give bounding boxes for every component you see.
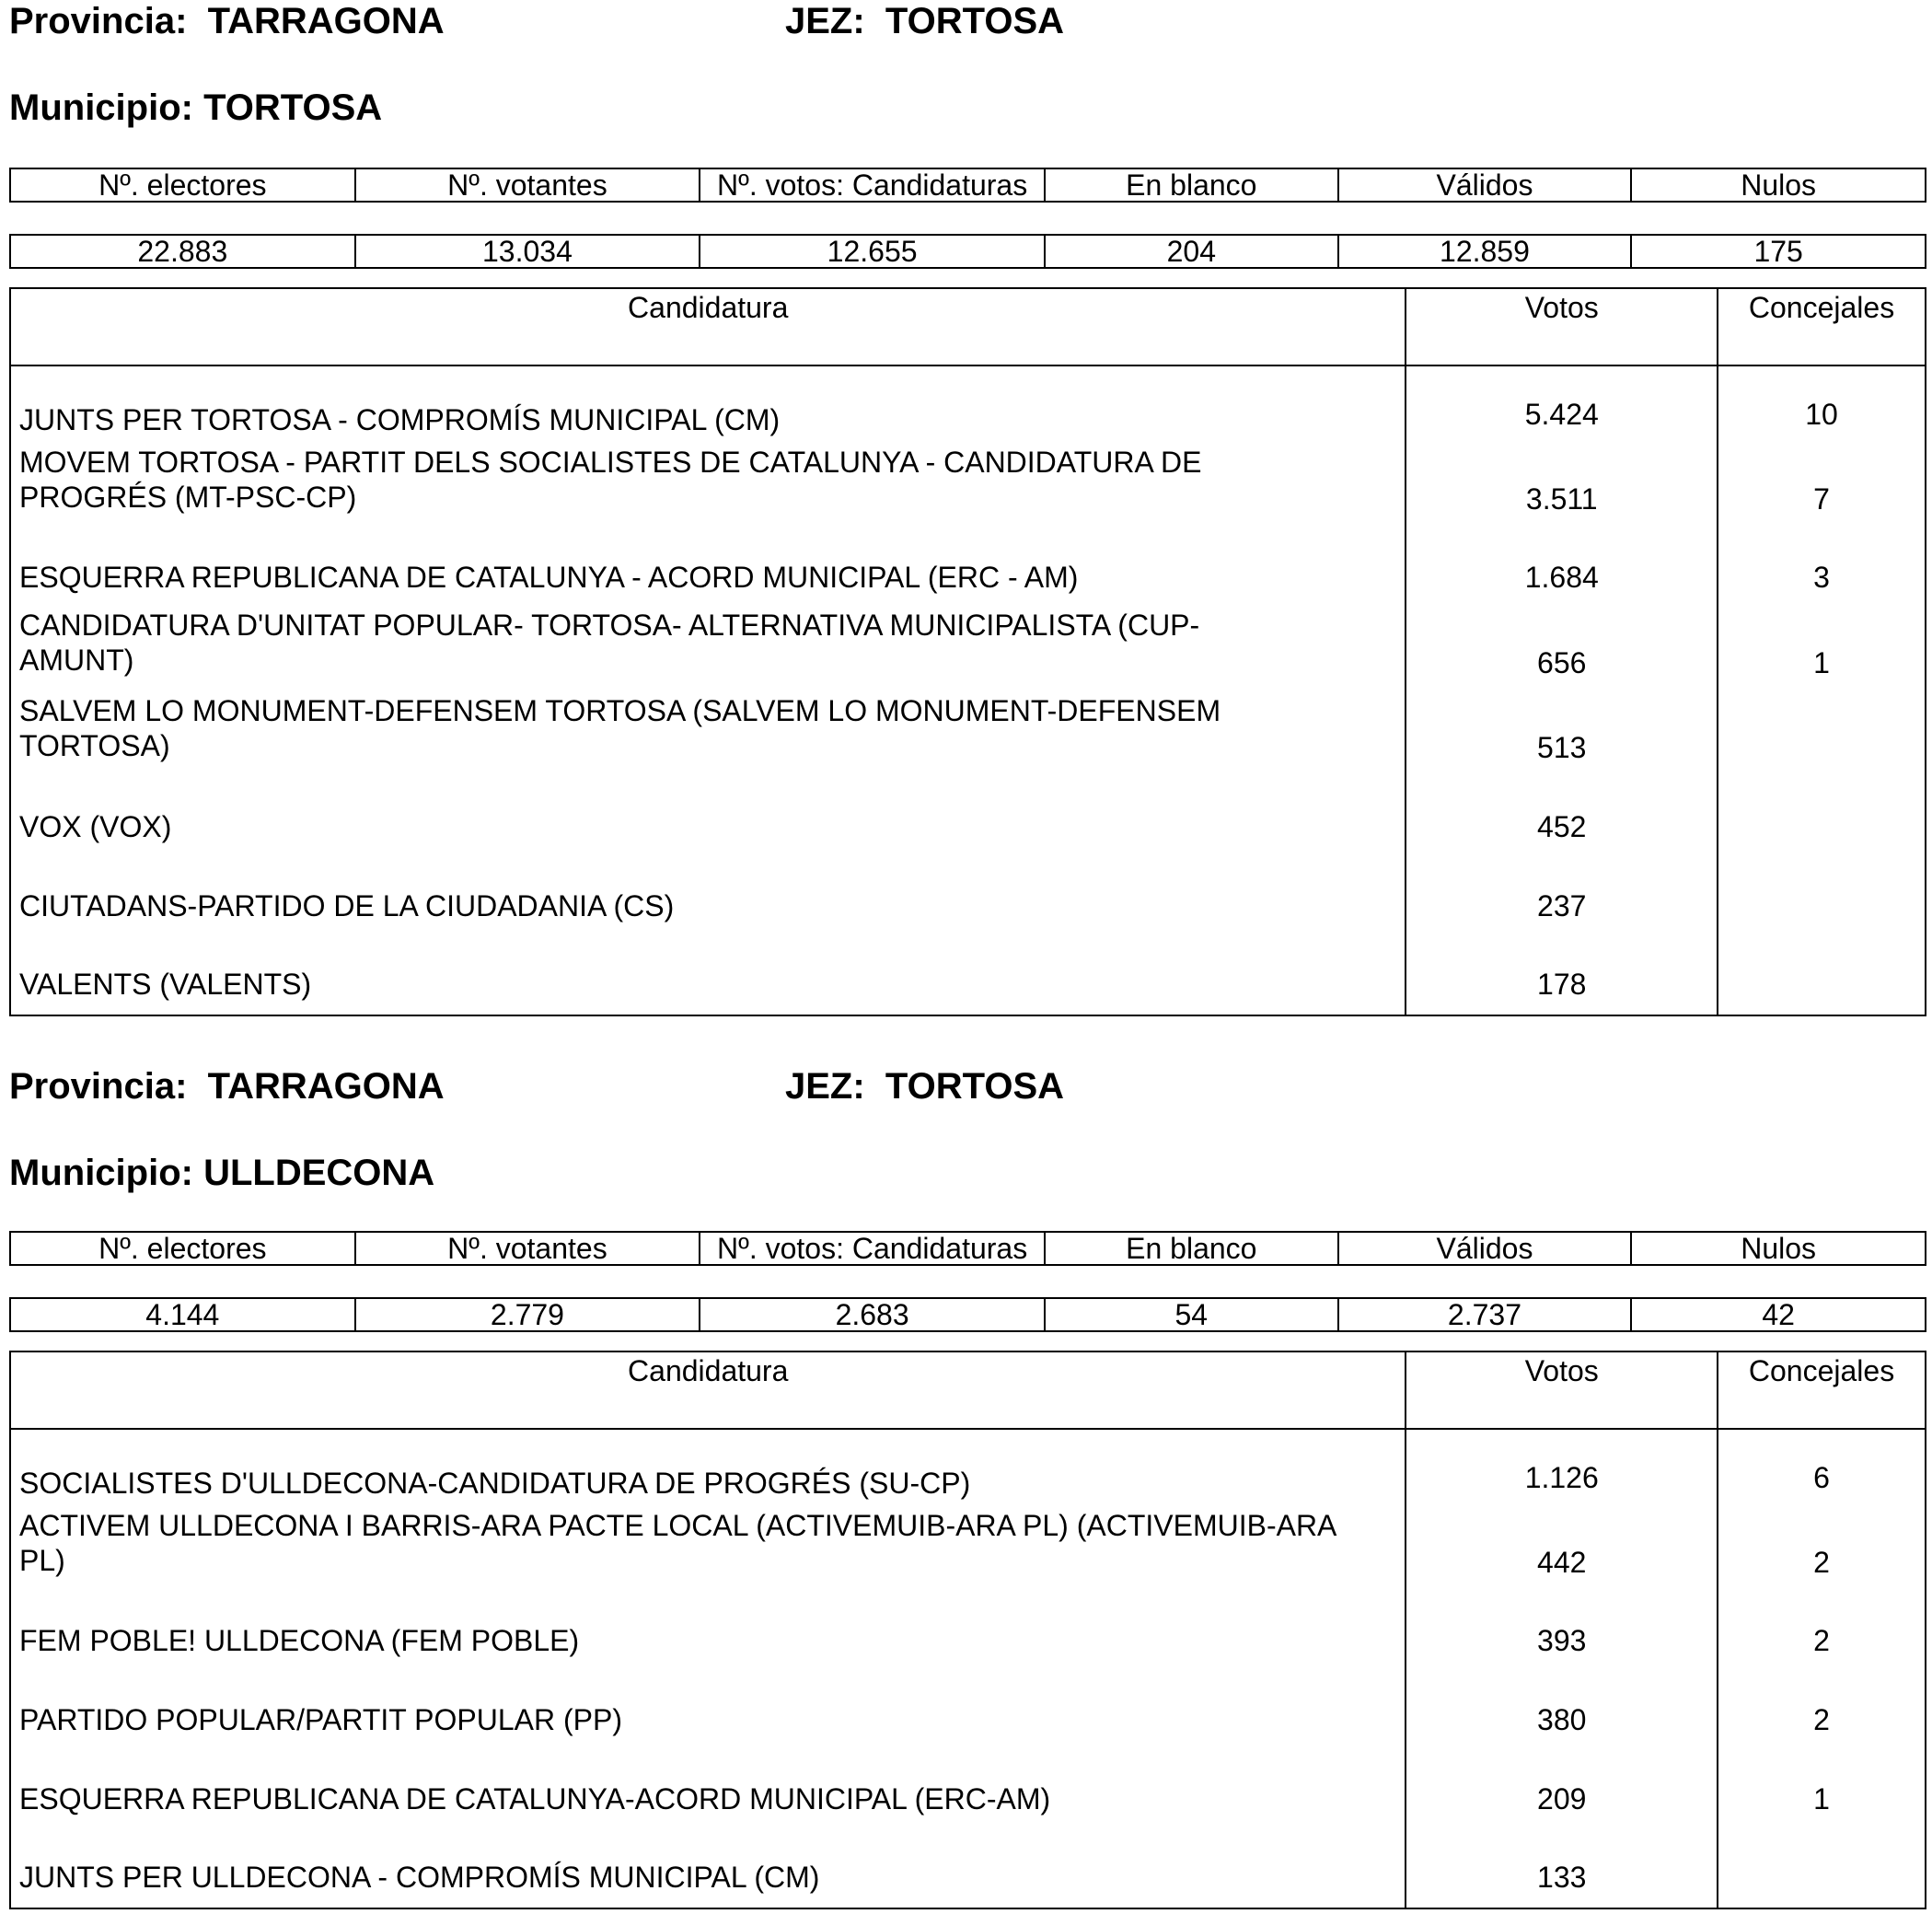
provincia-value: TARRAGONA (207, 1066, 445, 1107)
table-row (10, 693, 1926, 778)
stats-value-validos: 12.859 (1338, 235, 1632, 268)
stats-value-votantes: 2.779 (355, 1298, 700, 1331)
table-row (10, 1593, 1926, 1671)
cand-name: VOX (VOX) (19, 810, 172, 843)
table-row (10, 608, 1926, 693)
stats-header-votos-candidaturas: Nº. votos: Candidaturas (700, 1232, 1045, 1265)
provincia-heading (9, 1065, 445, 1108)
stats-table (9, 1231, 1926, 1332)
candidaturas-table (9, 287, 1926, 1016)
cand-concejales (1718, 693, 1926, 778)
municipio-section (0, 1065, 1932, 1914)
cand-name: FEM POBLE! ULLDECONA (FEM POBLE) (19, 1624, 580, 1657)
cand-name: CANDIDATURA D'UNITAT POPULAR- TORTOSA- ALTERNATIVA MUNICIPALISTA (CUP-AMUNT) (19, 609, 1200, 677)
stats-value-nulos: 42 (1631, 1298, 1926, 1331)
cand-name: SOCIALISTES D'ULLDECONA-CANDIDATURA DE PROGRÉS (SU-CP) (19, 1466, 971, 1500)
stats-header-votantes: Nº. votantes (355, 1232, 700, 1265)
candidaturas-table (9, 1351, 1926, 1909)
stats-header-en-blanco: En blanco (1045, 1232, 1338, 1265)
stats-value-row (10, 235, 1926, 268)
cand-name: ESQUERRA REPUBLICANA DE CATALUNYA-ACORD MUNICIPAL (ERC-AM) (19, 1782, 1051, 1815)
cand-name: PARTIDO POPULAR/PARTIT POPULAR (PP) (19, 1703, 622, 1736)
cand-name: SALVEM LO MONUMENT-DEFENSEM TORTOSA (SALVEM LO MONUMENT-DEFENSEM TORTOSA) (19, 694, 1221, 762)
cand-votos: 133 (1406, 1829, 1718, 1908)
cand-votos: 393 (1406, 1593, 1718, 1671)
stats-table (9, 168, 1926, 269)
cand-name: ACTIVEM ULLDECONA I BARRIS-ARA PACTE LOCAL (ACTIVEMUIB-ARA PL) (ACTIVEMUIB-ARA PL) (19, 1509, 1336, 1577)
stats-header-validos: Válidos (1338, 1232, 1632, 1265)
cand-header-votos: Votos (1406, 1351, 1718, 1429)
stats-header-votos-candidaturas: Nº. votos: Candidaturas (700, 168, 1045, 202)
stats-header-nulos: Nulos (1631, 1232, 1926, 1265)
stats-header-electores: Nº. electores (10, 168, 355, 202)
table-row (10, 529, 1926, 608)
stats-value-en-blanco: 204 (1045, 235, 1338, 268)
cand-concejales (1718, 778, 1926, 857)
cand-header-candidatura: Candidatura (10, 288, 1406, 365)
cand-concejales (1718, 1829, 1926, 1908)
stats-value-votos-candidaturas: 12.655 (700, 235, 1045, 268)
cand-header-votos: Votos (1406, 288, 1718, 365)
cand-name: MOVEM TORTOSA - PARTIT DELS SOCIALISTES DE CATALUNYA - CANDIDATURA DE PROGRÉS (MT-PSC-CP) (19, 446, 1202, 514)
jez-heading (785, 0, 1064, 42)
stats-header-row (10, 1232, 1926, 1265)
provincia-label: Provincia: (9, 1, 188, 41)
table-row (10, 445, 1926, 529)
cand-name: JUNTS PER ULLDECONA - COMPROMÍS MUNICIPAL (CM) (19, 1861, 820, 1894)
cand-votos: 452 (1406, 778, 1718, 857)
jez-label: JEZ: (785, 1, 865, 41)
cand-concejales: 2 (1718, 1593, 1926, 1671)
municipio-value: TORTOSA (203, 87, 383, 128)
table-row (10, 936, 1926, 1015)
cand-concejales: 10 (1718, 365, 1926, 445)
cand-name: VALENTS (VALENTS) (19, 968, 312, 1001)
cand-votos: 3.511 (1406, 445, 1718, 529)
table-row (10, 1829, 1926, 1908)
table-row (10, 1750, 1926, 1829)
cand-votos: 5.424 (1406, 365, 1718, 445)
table-row (10, 365, 1926, 445)
provincia-label: Provincia: (9, 1066, 188, 1107)
cand-concejales: 2 (1718, 1671, 1926, 1750)
cand-name: ESQUERRA REPUBLICANA DE CATALUNYA - ACORD MUNICIPAL (ERC - AM) (19, 561, 1079, 594)
stats-header-nulos: Nulos (1631, 168, 1926, 202)
jez-label: JEZ: (785, 1066, 865, 1107)
cand-header-candidatura: Candidatura (10, 1351, 1406, 1429)
jez-heading (785, 1065, 1064, 1108)
cand-header-concejales: Concejales (1718, 288, 1926, 365)
cand-votos: 380 (1406, 1671, 1718, 1750)
cand-concejales (1718, 936, 1926, 1015)
stats-value-electores: 4.144 (10, 1298, 355, 1331)
cand-concejales: 2 (1718, 1508, 1926, 1593)
cand-concejales: 3 (1718, 529, 1926, 608)
cand-concejales: 6 (1718, 1429, 1926, 1508)
municipio-value: ULLDECONA (203, 1153, 435, 1193)
cand-header-concejales: Concejales (1718, 1351, 1926, 1429)
cand-votos: 178 (1406, 936, 1718, 1015)
cand-concejales: 1 (1718, 1750, 1926, 1829)
table-row (10, 857, 1926, 936)
stats-value-nulos: 175 (1631, 235, 1926, 268)
cand-header-row (10, 288, 1926, 365)
cand-concejales: 7 (1718, 445, 1926, 529)
stats-header-en-blanco: En blanco (1045, 168, 1338, 202)
table-row (10, 1508, 1926, 1593)
stats-value-electores: 22.883 (10, 235, 355, 268)
municipio-heading (9, 1152, 434, 1194)
municipio-heading (9, 87, 382, 129)
provincia-value: TARRAGONA (207, 1, 445, 41)
stats-value-votos-candidaturas: 2.683 (700, 1298, 1045, 1331)
cand-concejales: 1 (1718, 608, 1926, 693)
stats-header-validos: Válidos (1338, 168, 1632, 202)
municipio-label: Municipio: (9, 1153, 193, 1193)
jez-value: TORTOSA (885, 1, 1065, 41)
stats-value-en-blanco: 54 (1045, 1298, 1338, 1331)
stats-header-row (10, 168, 1926, 202)
stats-value-votantes: 13.034 (355, 235, 700, 268)
cand-votos: 513 (1406, 693, 1718, 778)
cand-votos: 1.126 (1406, 1429, 1718, 1508)
table-row (10, 1671, 1926, 1750)
stats-value-validos: 2.737 (1338, 1298, 1632, 1331)
stats-header-votantes: Nº. votantes (355, 168, 700, 202)
cand-votos: 656 (1406, 608, 1718, 693)
cand-votos: 209 (1406, 1750, 1718, 1829)
stats-header-electores: Nº. electores (10, 1232, 355, 1265)
cand-votos: 442 (1406, 1508, 1718, 1593)
municipio-label: Municipio: (9, 87, 193, 128)
cand-header-row (10, 1351, 1926, 1429)
cand-votos: 237 (1406, 857, 1718, 936)
stats-value-row (10, 1298, 1926, 1331)
table-row (10, 778, 1926, 857)
provincia-heading (9, 0, 445, 42)
cand-name: JUNTS PER TORTOSA - COMPROMÍS MUNICIPAL (CM) (19, 402, 781, 436)
cand-name: CIUTADANS-PARTIDO DE LA CIUDADANIA (CS) (19, 889, 675, 922)
cand-concejales (1718, 857, 1926, 936)
cand-votos: 1.684 (1406, 529, 1718, 608)
table-row (10, 1429, 1926, 1508)
jez-value: TORTOSA (885, 1066, 1065, 1107)
